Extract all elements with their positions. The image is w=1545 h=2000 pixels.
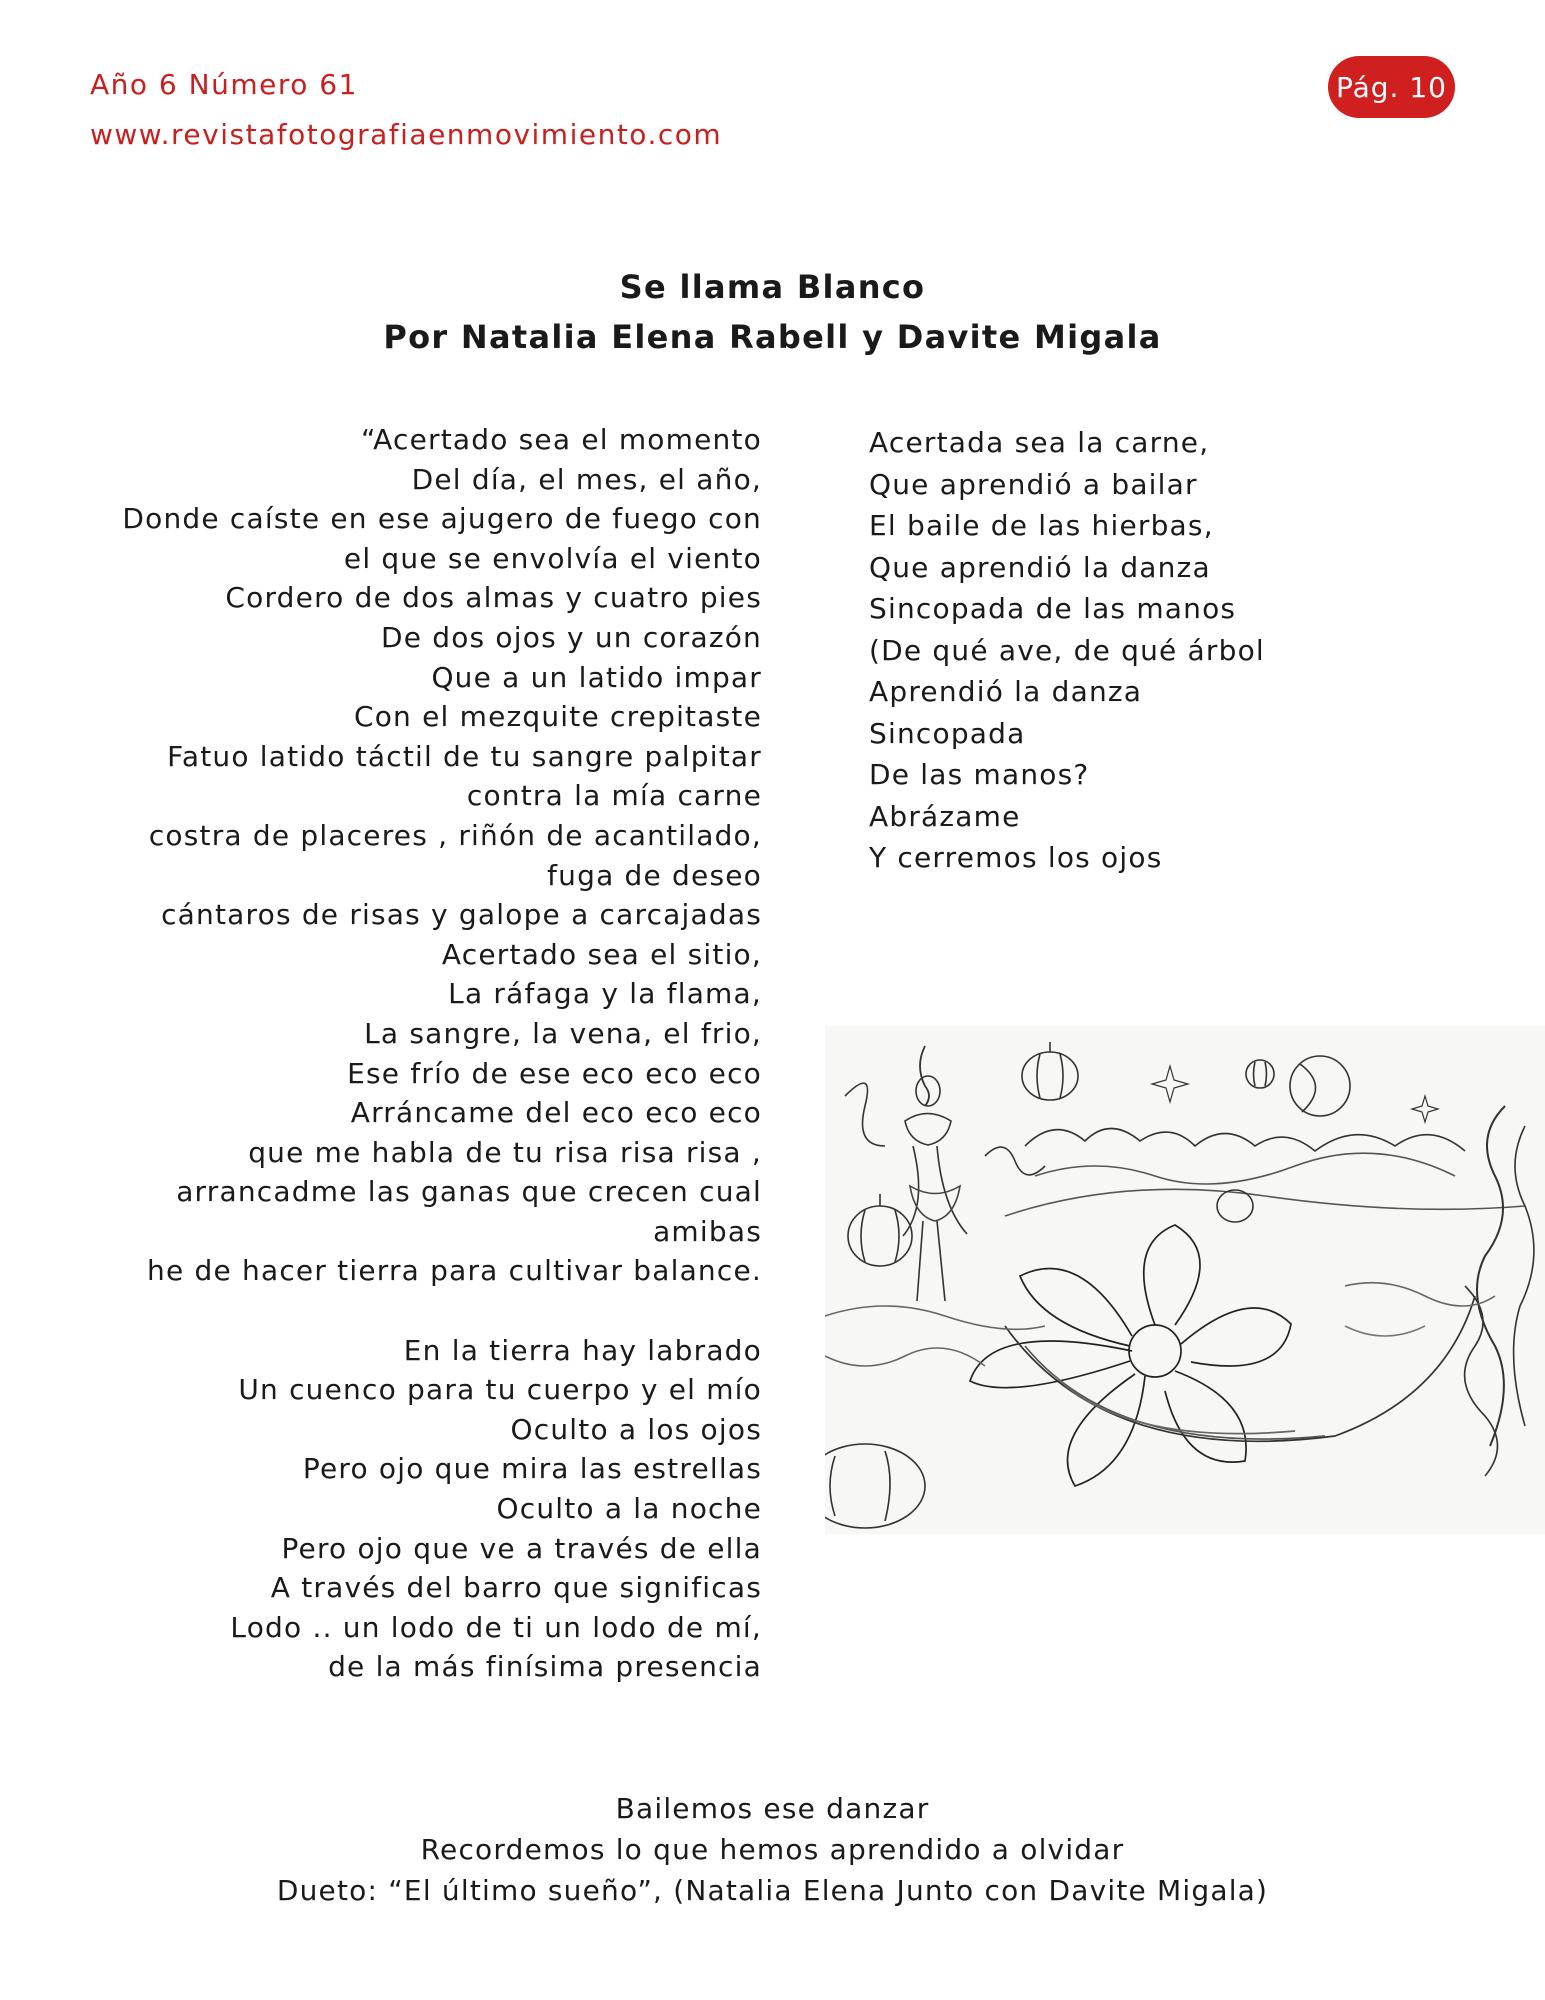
closing-line-1: Bailemos ese danzar: [615, 1792, 930, 1825]
poem-line: Sincopada de las manos: [869, 592, 1237, 625]
poem-line: arrancadme las ganas que crecen cual: [176, 1175, 762, 1209]
poem-line: Y cerremos los ojos: [869, 841, 1163, 874]
poem-line: De las manos?: [869, 758, 1090, 791]
poem-left-column: [62, 420, 762, 1687]
poem-line: he de hacer tierra para cultivar balance.: [147, 1254, 762, 1288]
poem-line: Un cuenco para tu cuerpo y el mío: [238, 1373, 762, 1407]
closing-lines: [0, 1788, 1545, 1911]
poem-line: Aprendió la danza: [869, 675, 1143, 708]
page-number-badge: Pág. 10: [1328, 56, 1455, 118]
poem-line: amibas: [653, 1214, 762, 1248]
poem-line: [62, 1291, 762, 1331]
poem-line: Acertado sea el sitio,: [441, 937, 762, 971]
issue-number: Año 6 Número 61: [90, 68, 358, 101]
poem-line: Fatuo latido táctil de tu sangre palpitar: [167, 739, 762, 773]
poem-line: que me habla de tu risa risa risa ,: [248, 1135, 762, 1169]
poem-line: Acertada sea la carne,: [869, 426, 1210, 459]
closing-line-2: Recordemos lo que hemos aprendido a olvidar: [420, 1833, 1125, 1866]
poem-line: Donde caíste en ese ajugero de fuego con: [122, 502, 762, 536]
closing-credits: Dueto: “El último sueño”, (Natalia Elena Junto con Davite Migala): [276, 1874, 1269, 1907]
poem-line: costra de placeres , riñón de acantilado,: [148, 818, 762, 852]
poem-line: cántaros de risas y galope a carcajadas: [161, 898, 762, 932]
poem-line: Abrázame: [869, 799, 1021, 833]
poem-line: contra la mía carne: [466, 779, 762, 813]
poem-authors: Por Natalia Elena Rabell y Davite Migala: [383, 318, 1162, 356]
poem-line: Que a un latido impar: [431, 660, 762, 694]
poem-line: “Acertado sea el momento: [361, 423, 762, 456]
poem-line: Pero ojo que mira las estrellas: [302, 1452, 762, 1486]
ink-drawing-illustration: [825, 1026, 1545, 1534]
poem-line: fuga de deseo: [547, 858, 762, 892]
poem-line: Arráncame del eco eco eco: [350, 1096, 762, 1130]
poem-line: Que aprendió a bailar: [869, 467, 1198, 501]
poem-title: Se llama Blanco: [619, 268, 926, 306]
poem-line: el que se envolvía el viento: [343, 541, 762, 575]
website-url[interactable]: www.revistafotografiaenmovimiento.com: [90, 118, 723, 151]
poem-title-block: [0, 262, 1545, 362]
poem-line: El baile de las hierbas,: [869, 509, 1214, 542]
poem-line: Con el mezquite crepitaste: [353, 700, 762, 734]
poem-line: La ráfaga y la flama,: [448, 977, 762, 1011]
poem-line: Oculto a la noche: [496, 1492, 762, 1526]
poem-line: Sincopada: [869, 716, 1026, 750]
poem-right-column: [869, 422, 1429, 879]
poem-line: Lodo .. un lodo de ti un lodo de mí,: [230, 1610, 762, 1644]
poem-line: Que aprendió la danza: [869, 550, 1211, 584]
poem-line: Cordero de dos almas y cuatro pies: [225, 581, 762, 615]
poem-line: Del día, el mes, el año,: [411, 462, 762, 496]
poem-line: De dos ojos y un corazón: [380, 620, 762, 654]
poem-line: Oculto a los ojos: [510, 1412, 762, 1446]
poem-line: A través del barro que significas: [270, 1571, 762, 1605]
poem-line: Ese frío de ese eco eco eco: [347, 1056, 762, 1090]
poem-line: En la tierra hay labrado: [403, 1333, 762, 1367]
poem-line: Pero ojo que ve a través de ella: [281, 1531, 762, 1565]
poem-line: de la más finísima presencia: [328, 1650, 762, 1684]
poem-line: (De qué ave, de qué árbol: [869, 633, 1265, 667]
poem-line: La sangre, la vena, el frio,: [364, 1016, 762, 1050]
